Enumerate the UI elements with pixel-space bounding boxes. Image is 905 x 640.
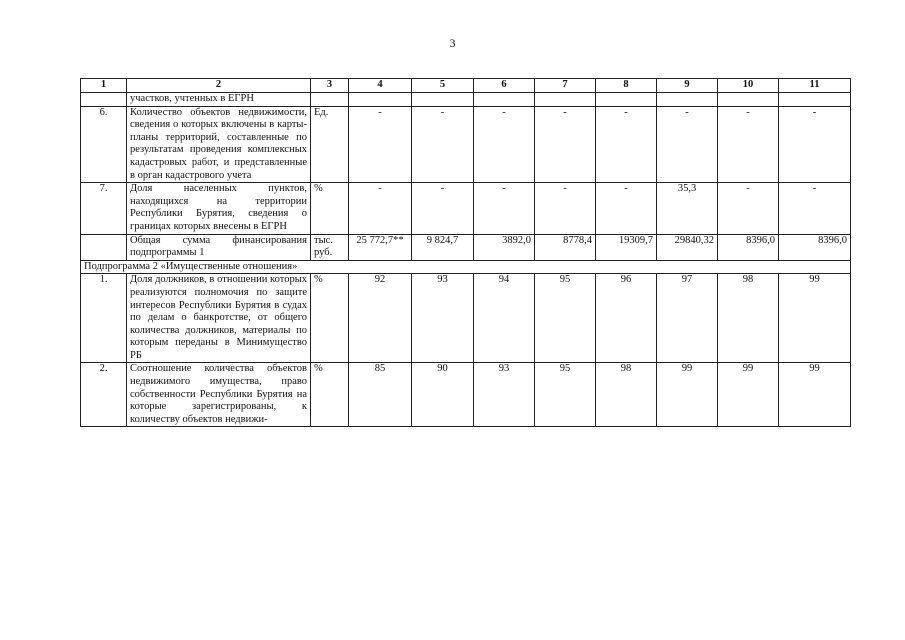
section-title: Подпрограмма 2 «Имущественные отношения» — [81, 260, 851, 274]
row-name: участков, учтенных в ЕГРН — [127, 93, 311, 107]
column-header: 9 — [657, 79, 718, 93]
row-value: 99 — [779, 274, 851, 363]
row-value: 25 772,7** — [349, 234, 412, 260]
page-number: 3 — [449, 36, 456, 50]
row-value: 93 — [474, 363, 535, 427]
row-value: 8396,0 — [718, 234, 779, 260]
column-header: 4 — [349, 79, 412, 93]
row-value: 92 — [349, 274, 412, 363]
row-value: - — [412, 106, 474, 183]
column-header: 10 — [718, 79, 779, 93]
row-value: - — [657, 106, 718, 183]
row-value: - — [596, 183, 657, 234]
row-value: 99 — [779, 363, 851, 427]
row-value: 93 — [412, 274, 474, 363]
row-value: 85 — [349, 363, 412, 427]
row-value: - — [779, 183, 851, 234]
row-name: Количество объектов недвижимости, сведения о которых включены в карты-планы территорий, составленные по результатам проведения комплексных кадастровых работ, и представленные в орган кадастрового учета — [127, 106, 311, 183]
row-number: 2. — [81, 363, 127, 427]
row-unit: тыс. руб. — [311, 234, 349, 260]
table-row — [81, 274, 851, 363]
row-value: 8778,4 — [535, 234, 596, 260]
indicators-table — [80, 78, 851, 427]
column-header: 8 — [596, 79, 657, 93]
row-name: Доля должников, в отношении которых реализуются полномочия по защите интересов Республики Бурятия в судах по делам о банкротстве, от общего количества должников, материалы по которым переданы в Минимущество РБ — [127, 274, 311, 363]
table-row — [81, 106, 851, 183]
row-value: - — [535, 106, 596, 183]
row-unit: % — [311, 363, 349, 427]
row-value: 95 — [535, 274, 596, 363]
row-value: 99 — [657, 363, 718, 427]
row-value: - — [349, 106, 412, 183]
row-value: 3892,0 — [474, 234, 535, 260]
row-number: 7. — [81, 183, 127, 234]
row-value: - — [474, 183, 535, 234]
row-unit: % — [311, 183, 349, 234]
row-name: Общая сумма финансирования подпрограммы 1 — [127, 234, 311, 260]
row-value: 97 — [657, 274, 718, 363]
row-value: - — [718, 183, 779, 234]
table-row — [81, 183, 851, 234]
row-value: 8396,0 — [779, 234, 851, 260]
column-header: 1 — [81, 79, 127, 93]
row-number: 1. — [81, 274, 127, 363]
row-value: 98 — [596, 363, 657, 427]
section-row — [81, 260, 851, 274]
row-number: 6. — [81, 106, 127, 183]
row-unit: % — [311, 274, 349, 363]
column-header: 3 — [311, 79, 349, 93]
row-value: - — [718, 106, 779, 183]
row-value: 90 — [412, 363, 474, 427]
row-value: 35,3 — [657, 183, 718, 234]
column-header: 6 — [474, 79, 535, 93]
row-value: 99 — [718, 363, 779, 427]
row-value: 9 824,7 — [412, 234, 474, 260]
row-value: 29840,32 — [657, 234, 718, 260]
table-header-row — [81, 79, 851, 93]
row-value: - — [474, 106, 535, 183]
row-value: 98 — [718, 274, 779, 363]
row-value: 95 — [535, 363, 596, 427]
table-row-total — [81, 234, 851, 260]
column-header: 5 — [412, 79, 474, 93]
table-row-continuation — [81, 93, 851, 107]
column-header: 11 — [779, 79, 851, 93]
row-unit: Ед. — [311, 106, 349, 183]
row-value: 19309,7 — [596, 234, 657, 260]
row-value: 96 — [596, 274, 657, 363]
row-number — [81, 234, 127, 260]
table-row — [81, 363, 851, 427]
row-value: - — [412, 183, 474, 234]
row-value: - — [779, 106, 851, 183]
column-header: 2 — [127, 79, 311, 93]
row-value: - — [349, 183, 412, 234]
row-value: 94 — [474, 274, 535, 363]
row-value: - — [596, 106, 657, 183]
row-value: - — [535, 183, 596, 234]
row-name: Соотношение количества объектов недвижимого имущества, право собственности Республики Бурятия на которые зарегистрированы, к количеству объектов недвижи- — [127, 363, 311, 427]
row-name: Доля населенных пунктов, находящихся на территории Республики Бурятия, сведения о границах которых внесены в ЕГРН — [127, 183, 311, 234]
column-header: 7 — [535, 79, 596, 93]
